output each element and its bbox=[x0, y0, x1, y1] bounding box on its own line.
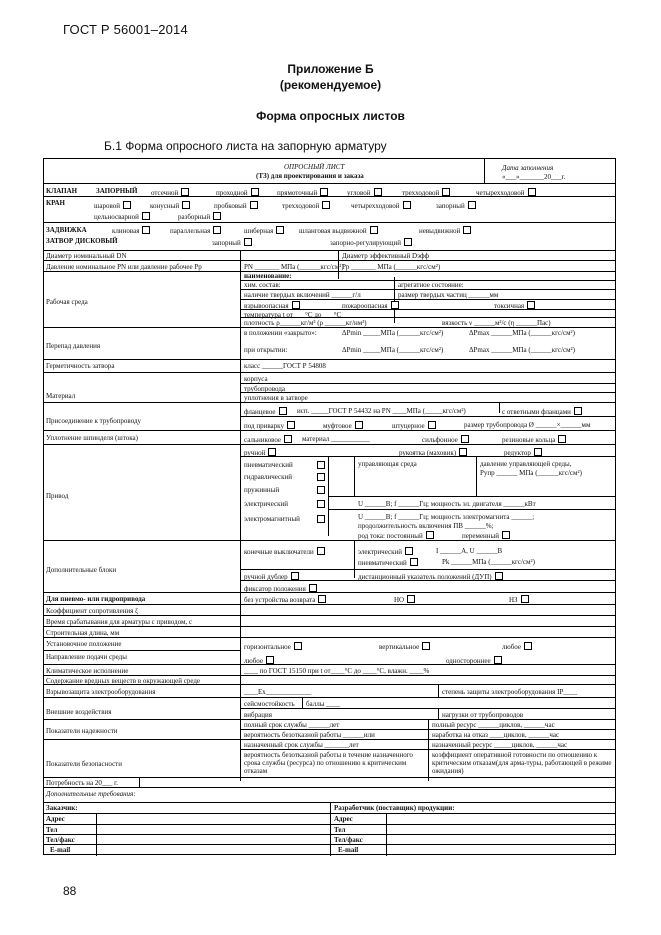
checkbox[interactable] bbox=[287, 421, 295, 429]
checkbox[interactable] bbox=[123, 201, 131, 209]
checkbox[interactable] bbox=[250, 201, 258, 209]
dp-label: Перепад давления bbox=[46, 342, 101, 350]
checkbox[interactable] bbox=[494, 656, 502, 664]
developer-address: Адрес bbox=[334, 815, 353, 823]
gearbox-label: редуктор bbox=[504, 449, 531, 457]
res2-field[interactable]: назначенный ресурс _____циклов, ______час bbox=[432, 741, 568, 749]
checkbox[interactable] bbox=[428, 421, 436, 429]
pp-value[interactable]: Pр _______ МПа (______кгс/см²) bbox=[342, 263, 441, 271]
opt-label: шланговая выдвижной bbox=[299, 227, 367, 235]
checkbox[interactable] bbox=[317, 486, 325, 494]
any-label: любое bbox=[502, 643, 521, 651]
checkbox[interactable] bbox=[528, 188, 536, 196]
checkbox[interactable] bbox=[422, 642, 430, 650]
pneum-label: пневматический bbox=[244, 461, 293, 469]
section-title: Б.1 Форма опросного листа на запорную арматуру bbox=[104, 139, 387, 153]
seism-label: сейсмостойкость bbox=[244, 700, 295, 708]
customer-email: E-mail bbox=[50, 846, 71, 854]
checkbox[interactable] bbox=[317, 515, 325, 523]
additional-label: Дополнительные требования: bbox=[46, 790, 136, 798]
ext-label: Внешние воздействия bbox=[46, 708, 112, 716]
prob2-field[interactable]: вероятность безотказной работы в течение назначенного срока службы (ресурса) по отношению к критическим отказам bbox=[244, 751, 413, 775]
coupling-label: муфтовое bbox=[323, 422, 352, 430]
medium-label: Рабочая среда bbox=[46, 298, 88, 306]
checkbox[interactable] bbox=[213, 212, 221, 220]
conn-label: Присоединение к трубопроводу bbox=[46, 417, 142, 425]
material-label: Материал bbox=[46, 392, 76, 400]
mat-seal: уплотнения в затворе bbox=[244, 394, 308, 402]
pk-field[interactable]: Pk ______МПа (______кгс/см²) bbox=[442, 558, 535, 566]
pipesize-field[interactable]: размер трубопровода Ø ______×______мм bbox=[464, 421, 591, 429]
opt-label: четырехходовой bbox=[476, 189, 525, 197]
checkbox[interactable] bbox=[461, 435, 469, 443]
checkbox[interactable] bbox=[317, 500, 325, 508]
checkbox[interactable] bbox=[442, 188, 450, 196]
visc-field[interactable]: вязкость ν ______м²/с (η ______Пас) bbox=[442, 319, 551, 327]
opt-label: невыдвижной bbox=[419, 227, 461, 235]
dn-label: Диаметр номинальный DN bbox=[46, 252, 127, 260]
fix-label: фиксатор положения bbox=[244, 585, 306, 593]
balls-field[interactable]: баллы ____ bbox=[306, 700, 341, 708]
dp-min-1[interactable]: ΔPmin _____МПа (______кгс/см²) bbox=[342, 329, 444, 337]
ctrl-medium: управляющая среда bbox=[358, 460, 417, 468]
developer-email: E-mail bbox=[338, 846, 359, 854]
checkbox[interactable] bbox=[404, 238, 412, 246]
tight-value[interactable]: класс ______ГОСТ Р 54808 bbox=[244, 362, 326, 370]
checkbox[interactable] bbox=[251, 188, 259, 196]
pn-value[interactable]: PN _______ МПа (______кгс/см²) bbox=[244, 263, 344, 271]
no-return-label: без устройства возврата bbox=[244, 596, 316, 604]
checkbox[interactable] bbox=[142, 212, 150, 220]
checkbox[interactable] bbox=[574, 407, 582, 415]
pneum-hydr-label: Для пневмо- или гидропривода bbox=[46, 595, 146, 603]
checkbox[interactable] bbox=[322, 201, 330, 209]
customer-tel: Тел bbox=[46, 826, 58, 834]
remote-label: дистанционный указатель положений (ДУП) bbox=[358, 573, 492, 581]
checkbox[interactable] bbox=[244, 238, 252, 246]
standard-header: ГОСТ Р 56001–2014 bbox=[63, 22, 188, 37]
bellows-label: сильфонное bbox=[422, 436, 458, 444]
aggr-label: агрегатное состояние: bbox=[398, 281, 464, 289]
em-current: род тока: постоянный bbox=[358, 532, 423, 540]
checkbox[interactable] bbox=[317, 547, 325, 555]
opt-label: шиберная bbox=[244, 227, 274, 235]
harm-label: Содержание вредных веществ в окружающей среде bbox=[46, 677, 200, 685]
checkbox[interactable] bbox=[320, 188, 328, 196]
checkbox[interactable] bbox=[291, 572, 299, 580]
checkbox[interactable] bbox=[521, 595, 529, 603]
counter-label: с ответными фланцами bbox=[502, 408, 571, 416]
checkbox[interactable] bbox=[468, 201, 476, 209]
solids-label[interactable]: наличие твердых включений ______г/л bbox=[244, 291, 361, 299]
checkbox[interactable] bbox=[355, 421, 363, 429]
checkbox[interactable] bbox=[403, 201, 411, 209]
weld-label: под приварку bbox=[244, 422, 284, 430]
checkbox[interactable] bbox=[318, 595, 326, 603]
opt-label: запорно-регулирующий bbox=[330, 239, 402, 247]
checkbox[interactable] bbox=[407, 595, 415, 603]
dp-min-2[interactable]: ΔPmin _____МПа (______кгс/см²) bbox=[342, 346, 444, 354]
em-duration[interactable]: продолжительность включения ПВ ______%; bbox=[358, 522, 494, 530]
checkbox[interactable] bbox=[495, 572, 503, 580]
safety-label: Показатели безопасности bbox=[46, 760, 122, 768]
checkbox[interactable] bbox=[374, 188, 382, 196]
el-params[interactable]: U ______В; f ______Гц; мощность эл. двигателя ______кВт bbox=[358, 500, 536, 508]
life-field[interactable]: полный срок службы ______лет bbox=[244, 721, 340, 729]
customer-address: Адрес bbox=[46, 815, 65, 823]
ctrl-pressure: давление управляющей среды, bbox=[480, 460, 572, 468]
chem-label: хим. состав: bbox=[244, 281, 281, 289]
checkbox[interactable] bbox=[317, 461, 325, 469]
appendix-subtitle: (рекомендуемое) bbox=[279, 78, 382, 92]
mat-body: корпуса bbox=[244, 375, 268, 383]
opt-label: параллельная bbox=[170, 227, 211, 235]
type-kran: КРАН bbox=[46, 199, 65, 207]
pn2-label: пневматический bbox=[358, 559, 407, 567]
iu-field[interactable]: I ______А, U ______В bbox=[436, 547, 503, 555]
seal-material[interactable]: материал ___________ bbox=[302, 435, 370, 443]
mat-pipe: трубопровода bbox=[244, 385, 285, 393]
opt-label: трехходовой bbox=[282, 202, 320, 210]
dp-max-1[interactable]: ΔPmax ______МПа (______кгс/см²) bbox=[469, 329, 575, 337]
opt-label: клиновая bbox=[112, 227, 140, 235]
electric-label: электрический bbox=[244, 500, 288, 508]
drive-label: Привод bbox=[46, 492, 69, 500]
opt-label: отсечной bbox=[151, 189, 179, 197]
checkbox[interactable] bbox=[284, 435, 292, 443]
checkbox[interactable] bbox=[181, 188, 189, 196]
vert-label: вертикальное bbox=[379, 643, 420, 651]
customer-label: Заказчик: bbox=[46, 804, 78, 812]
checkbox[interactable] bbox=[292, 301, 300, 309]
opt-label: шаровой bbox=[94, 202, 121, 210]
opt-label: прямоточный bbox=[277, 189, 318, 197]
fire-label: пожароопасная bbox=[342, 302, 388, 310]
flow-label: Направление подачи среды bbox=[46, 653, 127, 661]
nipple-label: штуцерное bbox=[392, 422, 425, 430]
kv-label: Коэффициент сопротивления ζ bbox=[46, 607, 139, 615]
checkbox[interactable] bbox=[266, 656, 274, 664]
flange-label: фланцевое bbox=[244, 408, 276, 416]
checkbox[interactable] bbox=[426, 531, 434, 539]
deff-label: Диаметр эффективный Dэфф bbox=[342, 252, 430, 260]
length-label: Строительная длина, мм bbox=[46, 629, 120, 637]
explosive-label: взрывоопасная bbox=[244, 302, 289, 310]
gland-label: сальниковое bbox=[244, 436, 282, 444]
toxic-label: токсичная bbox=[494, 302, 525, 310]
checkbox[interactable] bbox=[309, 584, 317, 592]
manual-label: ручной bbox=[244, 449, 266, 457]
explo-label: Взрывозащита электрооборудования bbox=[46, 688, 156, 696]
questionnaire-form bbox=[43, 158, 616, 855]
climate-field[interactable]: ____ по ГОСТ 15150 при t от____°С до ____°С, влажн. ____% bbox=[244, 667, 430, 675]
explo-field[interactable]: ____Ex_____________ bbox=[244, 688, 312, 696]
loads-label: нагрузки от трубопроводов bbox=[442, 711, 524, 719]
appendix-title: Приложение Б bbox=[287, 62, 374, 76]
checkbox[interactable] bbox=[534, 448, 542, 456]
type-klapan-sub: ЗАПОРНЫЙ bbox=[96, 187, 138, 195]
need-label: Потребность на 20___ г. bbox=[46, 779, 118, 787]
developer-fax: Тел/факс bbox=[334, 836, 363, 844]
any2-label: любое bbox=[244, 657, 263, 665]
one-label: одностороннее bbox=[446, 657, 491, 665]
opt-label: конусный bbox=[150, 202, 180, 210]
rubber-label: резиновые кольца bbox=[502, 436, 556, 444]
hydr-label: гидравлический bbox=[244, 473, 293, 481]
opt-label: четырехходовой bbox=[351, 202, 400, 210]
checkbox[interactable] bbox=[502, 531, 510, 539]
dp-max-2[interactable]: ΔPmax ______МПа (______кгс/см²) bbox=[469, 346, 575, 354]
form-heading: Форма опросных листов bbox=[256, 109, 405, 123]
vibr-label: вибрация bbox=[244, 711, 272, 719]
opt-label: разборный bbox=[178, 213, 211, 221]
checkbox[interactable] bbox=[391, 301, 399, 309]
developer-label: Разработчик (поставщик) продукции: bbox=[334, 804, 455, 812]
dp-open: при открытии: bbox=[244, 346, 288, 354]
em-params[interactable]: U ______В; f ______Гц; мощность электромагнита ______; bbox=[358, 513, 535, 521]
dp-closed: в положении «закрыто»: bbox=[244, 329, 317, 337]
date-value[interactable]: «___»_______20___г. bbox=[502, 173, 566, 181]
checkbox[interactable] bbox=[405, 547, 413, 555]
life2-field[interactable]: назначенный срок службы _______лет bbox=[244, 741, 359, 749]
opt-label: трехходовой bbox=[402, 189, 440, 197]
checkbox[interactable] bbox=[459, 448, 467, 456]
checkbox[interactable] bbox=[317, 473, 325, 481]
type-zatvor: ЗАТВОР ДИСКОВЫЙ bbox=[46, 237, 118, 245]
checkbox[interactable] bbox=[268, 448, 276, 456]
install-label: Установочное положение bbox=[46, 640, 122, 648]
opt-label: запорный bbox=[212, 239, 241, 247]
customer-fax: Тел/факс bbox=[46, 836, 75, 844]
checkbox[interactable] bbox=[558, 435, 566, 443]
horiz-label: горизонтальное bbox=[244, 643, 291, 651]
rel-label: Показатели надежности bbox=[46, 727, 118, 735]
opt-label: цельносварной bbox=[94, 213, 139, 221]
nz-label: НЗ bbox=[509, 596, 518, 604]
developer-tel: Тел bbox=[334, 826, 346, 834]
prob-field[interactable]: вероятность безотказной работы ______или bbox=[244, 731, 375, 739]
handle-label: рукоятка (маховик) bbox=[399, 449, 457, 457]
checkbox[interactable] bbox=[463, 226, 471, 234]
density-field[interactable]: плотность ρ______кг/м³ (ρ ______кг/нм³) bbox=[244, 319, 367, 327]
seal-label: Уплотнение шпинделя (штока) bbox=[46, 434, 138, 442]
temp-field[interactable]: температура t от ___°С до ___°С bbox=[244, 311, 342, 319]
coef-field[interactable]: коэффициент оперативной готовности по отношению к критическим отказам(для арма-туры, работающей в режиме ожидания) bbox=[432, 751, 612, 775]
checkbox[interactable] bbox=[279, 407, 287, 415]
ip-field[interactable]: степень защиты электрооборудования IP____ bbox=[442, 688, 578, 696]
opt-label: угловой bbox=[347, 189, 371, 197]
el2-label: электрический bbox=[358, 548, 402, 556]
em-ac: переменный bbox=[462, 532, 499, 540]
spring-label: пружинный bbox=[244, 486, 280, 494]
checkbox[interactable] bbox=[524, 642, 532, 650]
ctrl-p[interactable]: Pупр ______ МПа (______кгс/см²) bbox=[480, 469, 582, 477]
electromag-label: электромагнитный bbox=[244, 515, 300, 523]
form-subtitle: (ТЗ) для проектирования и заказа bbox=[256, 172, 364, 180]
checkbox[interactable] bbox=[182, 201, 190, 209]
checkbox[interactable] bbox=[213, 226, 221, 234]
limit-label: конечные выключатели bbox=[244, 548, 314, 556]
res-field[interactable]: полный ресурс ______циклов, ______час bbox=[432, 721, 555, 729]
medium-name: наименование: bbox=[244, 272, 292, 280]
mtbf-field[interactable]: наработка на отказ ____циклов, ______час bbox=[432, 731, 560, 739]
opt-label: пробковый bbox=[214, 202, 247, 210]
extra-label: Дополнительные блоки bbox=[46, 566, 117, 574]
type-klapan: КЛАПАН bbox=[46, 187, 78, 195]
tight-label: Герметичность затвора bbox=[46, 362, 115, 370]
checkbox[interactable] bbox=[527, 301, 535, 309]
opt-label: запорный bbox=[436, 202, 465, 210]
no-label: НО bbox=[394, 596, 405, 604]
time-label: Время срабатывания для арматуры с приводом, с bbox=[46, 618, 193, 626]
page-number: 88 bbox=[63, 884, 77, 898]
particle-label[interactable]: размер твердых частиц ______мм bbox=[398, 291, 499, 299]
type-zadvizhka: ЗАДВИЖКА bbox=[46, 226, 87, 234]
form-title: ОПРОСНЫЙ ЛИСТ bbox=[284, 163, 345, 171]
hand-dup-label: ручной дублер bbox=[244, 573, 288, 581]
pn-label: Давление номинальное PN или давление рабочее Pр bbox=[46, 263, 202, 271]
flange-spec[interactable]: исп. _____ГОСТ Р 54432 на PN ____МПа (_____кгс/см²) bbox=[297, 407, 466, 415]
checkbox[interactable] bbox=[410, 558, 418, 566]
checkbox[interactable] bbox=[294, 642, 302, 650]
opt-label: проходной bbox=[216, 189, 248, 197]
date-label: Дата заполнения bbox=[502, 164, 554, 172]
checkbox[interactable] bbox=[370, 226, 378, 234]
checkbox[interactable] bbox=[276, 226, 284, 234]
climate-label: Климатическое исполнение bbox=[46, 667, 129, 675]
checkbox[interactable] bbox=[142, 226, 150, 234]
